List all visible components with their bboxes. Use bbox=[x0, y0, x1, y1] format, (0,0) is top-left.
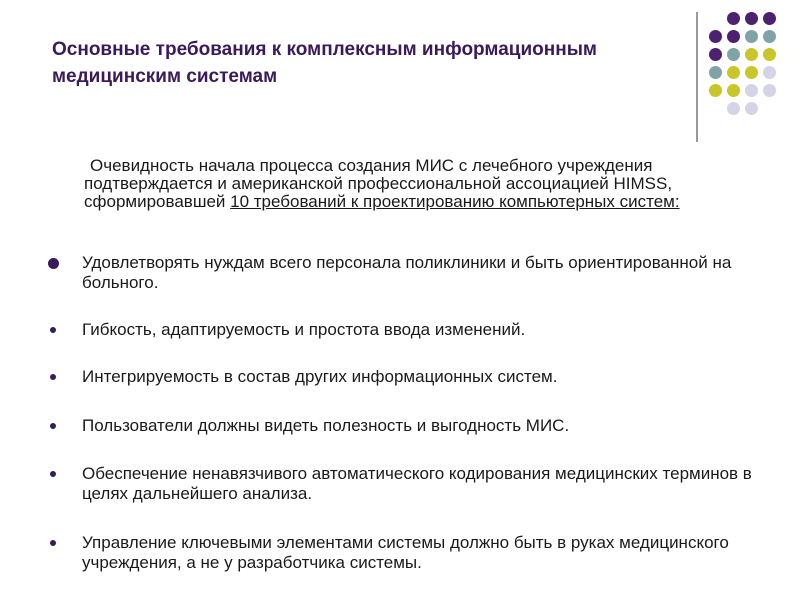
list-item-2 bbox=[44, 320, 754, 340]
bullet-dot-icon bbox=[48, 258, 59, 269]
decorative-dot-olive bbox=[745, 48, 758, 61]
decorative-dot-purple bbox=[727, 30, 740, 43]
decorative-dot-olive bbox=[745, 66, 758, 79]
intro-text: Очевидность начала процесса создания МИС с лечебного учреждения подтверждается и американской профессиональной ассоциацией HIMSS, сформировавшей bbox=[84, 156, 673, 211]
bullet-dot-icon bbox=[50, 540, 56, 546]
intro-paragraph bbox=[84, 157, 744, 211]
list-item-text: Управление ключевыми элементами системы должно быть в руках медицинского учреждения, а не у разработчика системы. bbox=[82, 533, 729, 572]
list-item-text: Обеспечение ненавязчивого автоматического кодирования медицинских терминов в целях дальнейшего анализа. bbox=[82, 464, 752, 503]
decorative-dot-lavender bbox=[763, 66, 776, 79]
decorative-dot-purple bbox=[709, 30, 722, 43]
list-item-3 bbox=[44, 367, 754, 387]
list-item-6 bbox=[44, 533, 754, 573]
decorative-dot-lavender bbox=[727, 102, 740, 115]
list-item-text: Пользователи должны видеть полезность и выгодность МИС. bbox=[82, 416, 570, 435]
decorative-dot-lavender bbox=[763, 84, 776, 97]
decorative-dot-empty bbox=[709, 12, 722, 25]
decorative-dot-teal bbox=[727, 48, 740, 61]
slide-title: Основные требования к комплексным информационным медицинским системам bbox=[52, 39, 597, 87]
decorative-dot-purple bbox=[763, 12, 776, 25]
bullet-dot-icon bbox=[50, 423, 56, 429]
decorative-dot-grid bbox=[709, 12, 777, 116]
decorative-dot-purple bbox=[745, 12, 758, 25]
decorative-dot-teal bbox=[763, 30, 776, 43]
list-item-4 bbox=[44, 416, 754, 436]
bullet-dot-icon bbox=[50, 327, 56, 333]
decorative-dot-olive bbox=[727, 66, 740, 79]
decorative-dot-lavender bbox=[745, 102, 758, 115]
decorative-dot-lavender bbox=[745, 84, 758, 97]
decorative-dot-teal bbox=[745, 30, 758, 43]
decorative-dot-olive bbox=[763, 48, 776, 61]
list-item-5 bbox=[44, 464, 754, 504]
decorative-dot-purple bbox=[709, 48, 722, 61]
decorative-dot-olive bbox=[727, 84, 740, 97]
bullet-dot-icon bbox=[50, 374, 56, 380]
list-item-text: Интегрируемость в состав других информационных систем. bbox=[82, 367, 558, 386]
decorative-dot-empty bbox=[709, 102, 722, 115]
list-item-1 bbox=[44, 253, 754, 293]
decorative-dot-empty bbox=[763, 102, 776, 115]
bullet-dot-icon bbox=[50, 471, 56, 477]
decorative-dot-teal bbox=[709, 66, 722, 79]
list-item-text: Гибкость, адаптируемость и простота ввода изменений. bbox=[82, 320, 526, 339]
intro-underlined-text: 10 требований к проектированию компьютерных систем: bbox=[230, 192, 680, 211]
list-item-text: Удовлетворять нуждам всего персонала поликлиники и быть ориентированной на больного. bbox=[82, 253, 732, 292]
vertical-divider-line bbox=[696, 12, 698, 142]
decorative-dot-olive bbox=[709, 84, 722, 97]
decorative-dot-purple bbox=[727, 12, 740, 25]
